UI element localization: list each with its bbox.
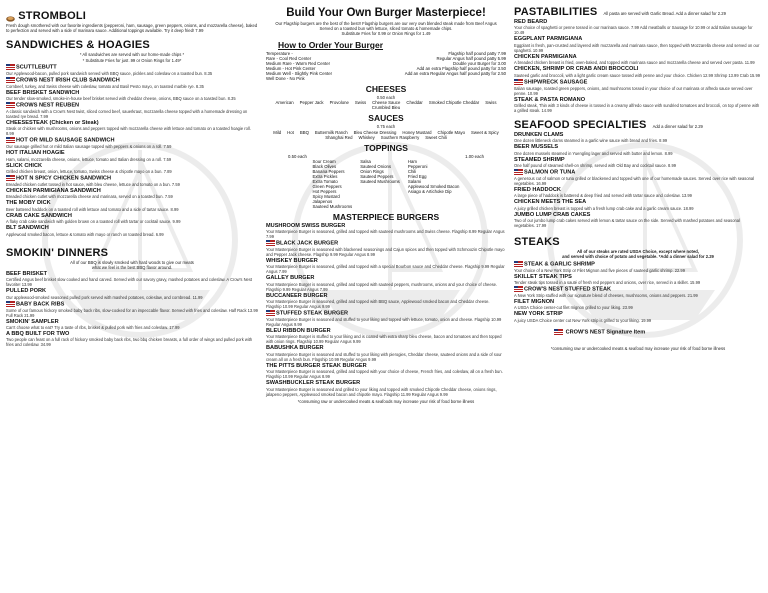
menu-item-desc: Your Masterpiece Burger is seasoned and stuffed to your liking and topped with lettuce, tomato, onion and cheese. Flagship 10.99 Regular Angus 9.99 [266, 317, 502, 328]
menu-item-name: MUSHROOM SWISS BURGER [266, 222, 346, 229]
menu-item-desc: A New York Strip stuffed with our signature blend of cheeses, mushrooms, onions and peppers. 21.99 [514, 292, 698, 298]
consumption-warning: *consuming raw or undercooked meats & seafood may increase your risk of food borne illness [550, 345, 726, 351]
menu-item-desc: Steak or chicken with mushrooms, onions and peppers topped with mozzarella cheese with lettuce and tomato on a toasted hoagie roll. 8.99 [6, 126, 251, 137]
temperature-option: Rare - Cool Red Center [266, 55, 312, 61]
menu-item [6, 319, 258, 330]
cheese-option: Crumbled Bleu [371, 105, 401, 111]
menu-item-desc: Tender steak tips tossed in a sauté of fresh red peppers and onions, over rice, served in a skillet. 15.99 [514, 279, 701, 285]
toppings-price-half: 0.50 each [288, 153, 307, 159]
menu-item-desc: A classic sandwich with a Crow's Nest twist, sliced corned beef, sauerkraut, mozzarella cheese topped with a homemade dressing on toasted rye bread. 7.99 [6, 108, 248, 119]
menu-item-desc: Two people can feast on a full rack of hickory smoked baby back ribs, two bbq chicken breasts, a full order of wings and pulled pork with fries and coleslaw. 34.99 [6, 337, 253, 348]
menu-item [514, 36, 762, 52]
menu-item-desc: Our sausage grilled hot or mild Italian sausage topped with peppers & onions on a roll. 7.59 [6, 144, 172, 150]
menu-column-left [0, 0, 262, 593]
signature-flag-icon [554, 329, 563, 335]
sauce-option: Southern Raspberry [380, 134, 420, 140]
menu-item-name: RED BEARD [514, 19, 548, 25]
patty-price: Add an extra Flagship half pound patty for 3.50 [416, 65, 506, 71]
steaks-heading: STEAKS [514, 236, 560, 249]
menu-item [514, 132, 762, 143]
menu-item [514, 157, 762, 168]
signature-flag-icon [6, 102, 15, 108]
menu-item-desc: Our Applewood-bacon, pulled pork sandwich served with BBQ sauce, pickles and coleslaw on a toasted bun. 8.35 [6, 70, 213, 76]
topping-option: Green Peppers [312, 183, 342, 189]
menu-item-name: PULLED PORK [6, 288, 47, 295]
seafood-heading: SEAFOOD SPECIALTIES [514, 118, 647, 131]
menu-item [514, 144, 762, 155]
menu-item-desc: Your Masterpiece Burger is seasoned and stuffed to your liking with pierogies, Cheddar cheese, sauteed onions and a side of sour cream all on a fresh bun. Flagship 10.99 Regular Angus 9.99 [266, 351, 502, 362]
menu-item-desc: Your Masterpiece Burger is stuffed to your liking and is coated with extra sharp bleu cheese, bacon and tomatoes and then topped with onion rings. Flagship 10.99 Regular Angus 9.99 [266, 334, 502, 345]
how-to-order-grid [266, 51, 506, 82]
menu-item-desc: A breaded chicken breast is fried, oven-baked, and topped with marinara sauce and mozzarella cheese and served over pasta. 11.99 [514, 60, 755, 66]
menu-item [6, 213, 258, 224]
toppings-left [313, 159, 353, 209]
menu-item-desc: Your Masterpiece Burger is seasoned, grilled and topped with a special Bourbon sauce and Cheddar cheese. Flagship 9.99 Regular Angus 7.99 [266, 264, 505, 275]
menu-item-name: DRUNKEN CLAMS [514, 131, 564, 138]
menu-item-desc: A juicy grilled chicken breast is topped with a fresh lump crab cake and a garlic cream sauce. 18.99 [514, 205, 694, 211]
how-to-order-title: How to Order Your Burger [278, 39, 384, 50]
menu-item [514, 19, 762, 35]
menu-item-desc: Applewood smoked bacon, lettuce & tomato with mayo or ranch on toasted bread. 6.99 [6, 231, 164, 237]
menu-item [514, 261, 762, 273]
menu-item-desc: Certified Angus beef brisket slow cooked and hand carved. Served with our savory gravy, mashed potatoes and coleslaw. A Crow's Nest favorite! 13.99 [6, 277, 253, 288]
toppings-price-one: 1.00 each [465, 153, 484, 159]
menu-item [6, 77, 258, 89]
cheese-option: Cheese Sauce [372, 100, 401, 106]
menu-item [6, 200, 258, 211]
menu-item [514, 286, 762, 298]
menu-item [6, 331, 258, 347]
menu-item [266, 345, 506, 361]
menu-item [6, 225, 258, 236]
menu-item-name: BLEU RIBBON BURGER [266, 328, 331, 335]
menu-item [514, 97, 762, 113]
sauce-option: Whiskey [358, 134, 375, 140]
menu-item-name: CHICKEN MEETS THE SEA [514, 199, 587, 206]
menu-item [266, 363, 506, 379]
menu-item-name: HOT ITALIAN HOAGIE [6, 150, 65, 157]
sauce-option: Shanghai Red [325, 134, 353, 140]
menu-item [6, 150, 258, 161]
menu-item [6, 175, 258, 187]
sauce-option: BBQ [299, 129, 309, 135]
menu-item-name: BEER MUSSELS [514, 144, 559, 151]
menu-item [6, 163, 258, 174]
menu-item-desc: Italian sausage, roasted green peppers, onions, and mushrooms tossed in your choice of our marinara or alfredo sauce served over penne. 10.99 [514, 85, 753, 96]
menu-item [266, 328, 506, 344]
menu-item-desc: Our applewood-smoked seasoned pulled pork served with mashed potatoes, coleslaw, and cornbread. 11.99 [6, 294, 203, 300]
menu-item-desc: Our tender slow-smoked, smoke-in-house beef brisket served with cheddar cheese, onions, BBQ sauce on a toasted bun. 8.35 [6, 96, 236, 101]
menu-item [6, 137, 258, 149]
menu-item [6, 64, 258, 76]
menu-item-desc: Your Masterpiece Burger is seasoned, grilled and topped with BBQ sauce, Applewood smoked bacon and Cheddar cheese. Flagship 10.99 Regular Angus 9.99 [266, 299, 490, 310]
menu-item-name: FRIED HADDOCK [514, 187, 561, 194]
menu-item-name: EGGPLANT PARMIGIANA [514, 36, 583, 43]
pasta-list [514, 19, 762, 113]
menu-item-name: CROW'S NEST STUFFED STEAK [514, 286, 762, 293]
menu-item [514, 187, 762, 198]
build-intro: Served on a toasted bun with lettuce, sliced tomato & homemade chips. [319, 26, 453, 32]
menu-item-desc: One half pound of steamed shell-on shrimp, served with Old Bay and cocktail sauce. 8.99 [514, 163, 677, 169]
menu-item-name: FILET MIGNON [514, 298, 555, 305]
topping-option: Onion Rings [360, 168, 384, 174]
menu-item-desc: Some of our famous hickory smoked baby back ribs, slow-cooked for an impeccable flavor. Served with fries and coleslaw. Half Rack 13.99 Full Rack 21.99 [6, 307, 258, 318]
patty-price: Double your Burger for 3.00 [452, 60, 506, 66]
pasta-note: All pasta are served with Garlic Bread. Add a dinner salad for 2.29 [603, 11, 726, 16]
menu-item [514, 169, 762, 186]
menu-item-desc: Your choice of a New York Strip or Filet Mignon and five pieces of sauteed garlic shrimp. 22.99 [514, 267, 685, 273]
steaks-note: All of our steaks are rated USDA Choice, except where noted, [576, 249, 699, 255]
signature-flag-icon [266, 310, 275, 316]
menu-item-desc: A large piece of haddock is battered & deep fried and served with tartar sauce and coleslaw. 13.99 [514, 193, 692, 199]
cheese-option: Swiss [485, 100, 497, 106]
menu-item [514, 54, 762, 65]
topping-option: Black Olives [312, 163, 337, 169]
menu-item [514, 212, 762, 228]
menu-item-name: NEW YORK STRIP [514, 311, 563, 318]
menu-item-desc: A generous cut of salmon or tuna grilled or blackened and topped with one of our homemade sauces. Served over rice with seasonal vegetables. 16.99 [514, 176, 755, 187]
menu-item-desc: Your choice of spaghetti or penne tossed in our marinara sauce. 7.99 Add meatballs or Sausage for 10.99 or add Italian sausage for 10.49 [514, 25, 753, 36]
topping-option: Sauteed Mushrooms [360, 178, 400, 184]
topping-option: Sauteed Onions [360, 163, 392, 169]
menu-item-desc: Breaded chicken cutlet tossed in hot sauce, with bleu cheese, lettuce and tomato on a bun. 7.59 [6, 181, 180, 187]
topping-option: Sour Cream [312, 158, 336, 164]
signature-flag-icon [514, 79, 523, 85]
menu-item-name: BUCCANEER BURGER [266, 292, 328, 299]
menu-item-name: STUFFED STEAK BURGER [266, 310, 506, 317]
menu-item-name: SHIPWRECK SAUSAGE [514, 79, 762, 86]
menu-item-name: SMOKIN' SAMPLER [6, 318, 59, 325]
menu-item-desc: Eggplant is fresh, pan-crusted and layered with mozzarella and marinara sauce, then topped with Mozzarella cheese and served on our spaghetti. 10.99 [514, 42, 760, 53]
menu-item [6, 120, 258, 136]
menu-item-desc: One dozen mussels steamed in Yuengling lager and served with butter and lemon. 8.99 [514, 150, 673, 156]
signature-flag-icon [6, 64, 15, 70]
menu-item-name: STEAK & PASTA ROMANO [514, 96, 586, 103]
stromboli-dish-icon [6, 13, 15, 20]
topping-option: Asiago & Artichoke Dip [407, 188, 452, 194]
menu-item-name: STEAMED SHRIMP [514, 156, 565, 163]
menu-column-center [262, 0, 510, 593]
cheese-option: Provolone [329, 100, 349, 106]
topping-option: Extra Pickles [312, 173, 338, 179]
masterpiece-title: MASTERPIECE BURGERS [332, 211, 440, 222]
topping-option: Spicy Mustard [312, 193, 340, 199]
toppings-mid [360, 159, 400, 209]
topping-option: Applewood Smoked Bacon [407, 183, 460, 189]
menu-item-desc: Your Masterpiece Burger is seasoned, grilled and topped with your choice of cheese, French fries, and coleslaw, all on a fresh bun. Flagship 10.99 Regular Angus 8.99 [266, 369, 503, 380]
signature-flag-icon [6, 137, 15, 143]
menu-item-name: CROWS NEST REUBEN [6, 102, 258, 109]
menu-item [514, 274, 762, 285]
topping-option: Chili [407, 168, 417, 174]
menu-item [6, 271, 258, 287]
build-intro: Our Flagship burgers are the best of the best!! Flagship burgers are our very own blended steak made from Beef Angus [275, 21, 497, 26]
menu-item-name: CHICKEN, SHRIMP OR CRAB ANDI BROCCOLI [514, 66, 639, 73]
menu-item-name: SLICK CHICK [6, 162, 43, 169]
smokin-note: what we feel is the best BBQ flavor around. [91, 264, 173, 270]
menu-item-name: BABY BACK RIBS [6, 301, 258, 308]
menu-item [514, 79, 762, 96]
temperature-option: Medium Well - Slightly Pink Center [266, 70, 333, 76]
pasta-heading: PASTABILITIES [514, 6, 598, 18]
menu-item-name: SCUTTLEBUTT [6, 64, 258, 71]
topping-option: Hot Peppers [312, 188, 337, 194]
signature-flag-icon [514, 286, 523, 292]
menu-item-name: CHEESESTEAK (Chicken or Steak) [6, 119, 99, 126]
seafood-note: Add a dinner salad for 2.29 [652, 123, 703, 129]
smokin-note: All of our BBQ is slowly smoked with hard woods to give our meats [70, 259, 194, 265]
sauces-title: SAUCES [368, 113, 404, 124]
stromboli-heading: STROMBOLI [6, 10, 258, 22]
sauce-option: Buttermilk Ranch [314, 129, 348, 135]
topping-option: Sauteed Peppers [360, 173, 394, 179]
menu-item-desc: Cornbeef, turkey, and Swiss cheese with coleslaw, tomato and Basil Pesto mayo, on toasted marble rye. 8.35 [6, 83, 204, 89]
menu-item-name: CHICKEN PARMIGIANA SANDWICH [6, 187, 101, 194]
topping-option: Jalapenos [312, 198, 333, 204]
topping-option: Salsa [360, 158, 371, 164]
menu-item [266, 293, 506, 309]
menu-item [6, 288, 258, 299]
menu-item [266, 310, 506, 327]
patty-price-list [405, 51, 506, 82]
steak-list [514, 261, 762, 323]
menu-item-desc: A flaky crab cake sandwich with golden brown on a toasted roll with tartar or cocktail sauce. 9.99 [6, 219, 181, 225]
menu-item-name: BEEF BRISKET [6, 270, 48, 277]
topping-option: Ham [407, 158, 417, 164]
smokin-list [6, 271, 258, 348]
seafood-list [514, 132, 762, 228]
menu-item [6, 102, 258, 119]
sandwiches-note: * Substitute Fries for just .99 or Onion Rings for 1.49* [82, 57, 182, 63]
build-burger-title: Build Your Own Burger Masterpiece! [286, 7, 486, 19]
menu-item-desc: A juicy USDA Choice center cut New York strip is grilled to your liking. 19.99 [514, 317, 652, 323]
sauce-option: Bleu Cheese Dressing [353, 129, 397, 135]
menu-item-name: BLACK JACK BURGER [266, 240, 506, 247]
menu-item-name: CHICKEN PARMIGIANA [514, 53, 577, 60]
menu-item-desc: Two of our jumbo lump crab cakes served with lemon & tartar sauce on the side. Served with mashed potatoes and seasonal vegetables. 17.99 [514, 218, 740, 229]
patty-price: Regular Angus half pound patty 5.99 [436, 55, 506, 61]
menu-item [266, 380, 506, 396]
sauce-option: Chipotle Mayo [437, 129, 466, 135]
menu-item-name: HOT N SPICY CHICKEN SANDWICH [6, 175, 258, 182]
toppings-grid [266, 159, 506, 209]
menu-item [266, 223, 506, 239]
temperature-option: Temperature - [266, 50, 293, 56]
menu-item-desc: Ham, salami, mozzarella cheese, onions, lettuce, tomato and Italian dressing on a roll. 7.59 [6, 156, 172, 162]
sauce-option: Hot [287, 129, 294, 135]
sauce-list [266, 130, 506, 140]
menu-item-desc: Beer battered haddock on a toasted roll with lettuce and tomato and a side of tartar sauce. 8.99 [6, 206, 179, 212]
cheese-list [266, 100, 506, 110]
menu-item [6, 301, 258, 318]
menu-item-name: SKILLET STEAK TIPS [514, 273, 572, 280]
menu-column-right [510, 0, 768, 593]
patty-price: Flagship half pound patty 7.99 [448, 50, 506, 56]
menu-item-name: BLT SANDWICH [6, 225, 49, 232]
menu-item-name: GALLEY BURGER [266, 275, 315, 282]
menu-item [514, 311, 762, 322]
topping-option: Sauteed Mushrooms [312, 203, 353, 209]
signature-flag-icon [6, 301, 15, 307]
menu-item-name: STEAK & GARLIC SHRIMP [514, 261, 762, 268]
menu-item [6, 188, 258, 199]
consumption-warning: *consuming raw or undercooked meats & seafoods may increase your risk of food borne illness [297, 398, 475, 404]
sandwiches-heading: SANDWICHES & HOAGIES [6, 39, 150, 52]
menu-item-name: SALMON OR TUNA [514, 169, 762, 176]
menu-item-name: A BBQ BUILT FOR TWO [6, 331, 70, 338]
masterpiece-list [266, 223, 506, 397]
signature-legend: CROW'S NEST Signature Item [554, 329, 762, 336]
signature-flag-icon [514, 169, 523, 175]
toppings-right [408, 159, 460, 209]
cheese-option: Smoked Chipotle Cheddar [428, 100, 480, 106]
menu-item-name: BABUSHKA BURGER [266, 345, 324, 352]
signature-flag-icon [6, 77, 15, 83]
cheese-option: American [275, 100, 294, 106]
menu-item-name: JUMBO LUMP CRAB CAKES [514, 211, 591, 218]
menu-item-desc: Sauteed garlic and broccoli, with a light garlic cream sauce tossed with penne and your choice. Chicken 12.99 Shrimp 13.99 Crab 15.99 [514, 72, 760, 78]
cheeses-price: 0.50 each [376, 95, 396, 101]
menu-item-name: SWASHBUCKLER STEAK BURGER [266, 380, 361, 387]
menu-item [514, 299, 762, 310]
menu-item-name: CRAB CAKE SANDWICH [6, 212, 72, 219]
menu-item-desc: Breaded chicken cutlet with mozzarella cheese and marinara, served on a toasted bun. 7.59 [6, 194, 173, 200]
temperature-option: Well Done - No Pink [266, 76, 305, 82]
sandwich-list [6, 64, 258, 237]
menu-item-desc: Grilled chicken breast, onion, lettuce, tomato, Swiss cheese & chipotle mayo on a bun. 7.89 [6, 169, 172, 174]
sauce-option: Sweet & Spicy [471, 129, 499, 135]
menu-item-desc: A USDA Choice center-cut filet mignon grilled to your liking. 23.99 [514, 305, 633, 311]
pasta-header [514, 6, 762, 18]
signature-flag-icon [514, 261, 523, 267]
topping-option: Extra Tomato [312, 178, 338, 184]
topping-option: Pepperoni [407, 163, 428, 169]
menu-item [266, 275, 506, 291]
menu-item [6, 90, 258, 101]
topping-option: Banana Peppers [312, 168, 345, 174]
build-intro: Substitute Fries for 0.99 or Onion Rings for 1.49 [341, 31, 431, 37]
menu-item-desc: Your Masterpiece Burger is seasoned, grilled and topped with sauteed peppers, mushrooms, onions and your choice of cheese. Flagship 9.99 Regular Angus 7.99 [266, 281, 498, 292]
patty-price: Add an extra Regular Angus half pound patty for 2.50 [404, 70, 506, 76]
menu-item-name: CROWS NEST IRISH CLUB SANDWICH [6, 77, 258, 84]
menu-item-name: WHISKEY BURGER [266, 257, 318, 264]
cheese-option: Pepper Jack [299, 100, 324, 106]
sandwiches-note: * All sandwiches are served with our home-made chips * [79, 52, 185, 58]
signature-flag-icon [266, 240, 275, 246]
sauce-option: Sweet Chili [425, 134, 447, 140]
menu-item-name: BEEF BRISKET SANDWICH [6, 89, 80, 96]
menu-item-desc: Can't choose what to eat? Try a taste of ribs, brisket & pulled pork with fries and coleslaw. 17.99 [6, 325, 180, 331]
signature-flag-icon [6, 175, 15, 181]
menu-item [266, 258, 506, 274]
toppings-title: TOPPINGS [364, 142, 408, 153]
temperature-option: Medium Rare - Warm Red Center [266, 60, 331, 66]
smokin-heading: SMOKIN' DINNERS [6, 246, 109, 259]
cheeses-title: CHEESES [365, 84, 407, 95]
menu-item-name: THE MOBY DICK [6, 200, 51, 207]
topping-option: Salami [407, 178, 421, 184]
temperature-list [266, 51, 332, 82]
menu-item-desc: Your Masterpiece Burger is seasoned with blackened seasonings and Cajun spices and then topped with Schmoozin Chipotle mayo and Pepper Jack cheese. Flagship 9.99 Regular Angus 8.99 [266, 246, 505, 257]
menu-item-name: THE PITTS BURGER STEAK BURGER [266, 362, 367, 369]
stromboli-desc: Fresh dough smothered with our favorite ingredients (pepperoni, ham, sausage, green peppers, onions, and mozzarella cheese), baked to perfection and served with a side of marinara sauce. Additional toppings available. Try it deep fried! 7.99 [6, 23, 258, 34]
menu-item [514, 199, 762, 210]
temperature-option: Medium - Hot Pink Center [266, 65, 316, 71]
topping-option: Fried Egg [407, 173, 427, 179]
menu-item [514, 66, 762, 77]
sauce-option: Honey Mustard [402, 129, 432, 135]
sauces-price: 0.75 each [376, 124, 396, 130]
cheese-option: Cheddar [406, 100, 423, 106]
menu-item-desc: Your Masterpiece Burger is seasoned, grilled and topped with sauteed mushrooms and Swiss cheese. Flagship 8.99 Regular Angus 7.99 [266, 229, 505, 240]
menu-item [266, 240, 506, 257]
sauce-option: Mild [273, 129, 282, 135]
menu-item-name: HOT OR MILD SAUSAGE SANDWICH [6, 137, 258, 144]
menu-item-desc: Your Masterpiece Burger is seasoned and grilled to your liking and topped with smoked Chipotle Cheddar cheese, onions rings, jalapeno peppers, Applewood smoked bacon and chipotle mayo. Flagship 11.99 Regular Angus 9.99 [266, 386, 497, 397]
cheese-option: Swiss [354, 100, 367, 106]
menu-item-desc: Grilled steak, Thin with 3 kinds of cheese is tossed in a creamy alfredo sauce with sundried tomatoes and broccoli, on top of penne with a grilled steak. 14.99 [514, 102, 760, 113]
seafood-header [514, 119, 762, 131]
steaks-note: and served with choice of potato and vegetable. *Add a dinner salad for 2.29 [562, 254, 714, 260]
menu-item-desc: One dozen littleneck clams steamed in a garlic wine sauce with bread and fries. 8.99 [514, 138, 668, 144]
